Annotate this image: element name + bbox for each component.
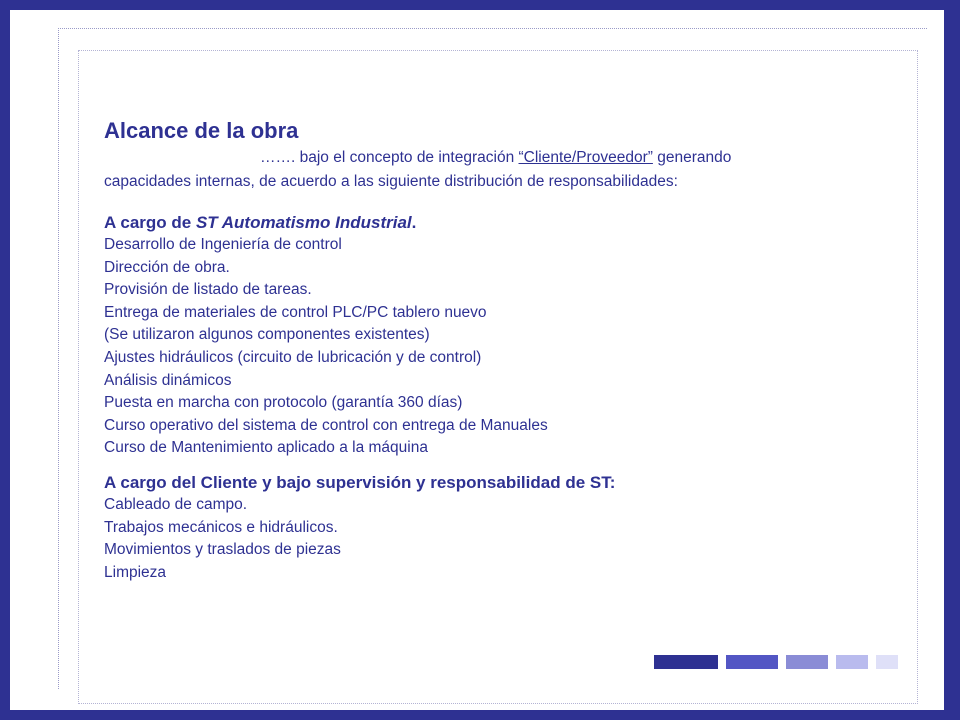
intro-paragraph: [104, 146, 864, 194]
section-st-list-item: Curso de Mantenimiento aplicado a la máquina: [104, 439, 428, 457]
section-st-list-item: Provisión de listado de tareas.: [104, 281, 312, 299]
section-st-list-item: Ajustes hidráulicos (circuito de lubricación y de control): [104, 348, 482, 366]
section-client-list-item: Cableado de campo.: [104, 495, 248, 513]
section-st-company: ST Automatismo Industrial: [195, 213, 412, 232]
decorative-squares: [654, 655, 898, 669]
decor-square: [876, 655, 898, 669]
intro-text-before-quote: bajo el concepto de integración: [295, 149, 519, 166]
section-client-list-item: Movimientos y traslados de piezas: [104, 541, 341, 559]
intro-ellipsis: …….: [260, 149, 296, 166]
section-st-list-item: Desarrollo de Ingeniería de control: [104, 236, 342, 253]
intro-quote: “Cliente/Proveedor”: [518, 149, 653, 166]
section-st-list: [104, 234, 864, 460]
slide-content: [104, 118, 864, 584]
section-client-list: [104, 494, 864, 584]
section-client-list-item: Trabajos mecánicos e hidráulicos.: [104, 518, 338, 536]
section-st-list-item: Puesta en marcha con protocolo (garantía 360 días): [104, 394, 463, 412]
decor-square: [654, 655, 718, 669]
section-client-heading: A cargo del Cliente y bajo supervisión y responsabilidad de ST:: [104, 472, 616, 492]
decor-square: [836, 655, 868, 669]
section-st-prefix: A cargo de: [104, 213, 196, 232]
slide: [10, 10, 944, 710]
section-st-list-item: (Se utilizaron algunos componentes existentes): [104, 326, 430, 344]
intro-line-2: capacidades internas, de acuerdo a las siguiente distribución de responsabilidades:: [104, 173, 678, 190]
section-st-heading: [104, 212, 864, 234]
section-st-list-item: Dirección de obra.: [104, 258, 230, 276]
section-st-list-item: Entrega de materiales de control PLC/PC tablero nuevo: [104, 303, 487, 321]
slide-title: Alcance de la obra: [104, 118, 299, 143]
section-client-list-item: Limpieza: [104, 563, 167, 581]
decor-square: [786, 655, 828, 669]
intro-text-after-quote: generando: [652, 149, 732, 166]
decor-square: [726, 655, 778, 669]
section-st-list-item: Análisis dinámicos: [104, 371, 232, 389]
section-st-list-item: Curso operativo del sistema de control con entrega de Manuales: [104, 416, 548, 434]
section-st-suffix: .: [411, 213, 417, 232]
